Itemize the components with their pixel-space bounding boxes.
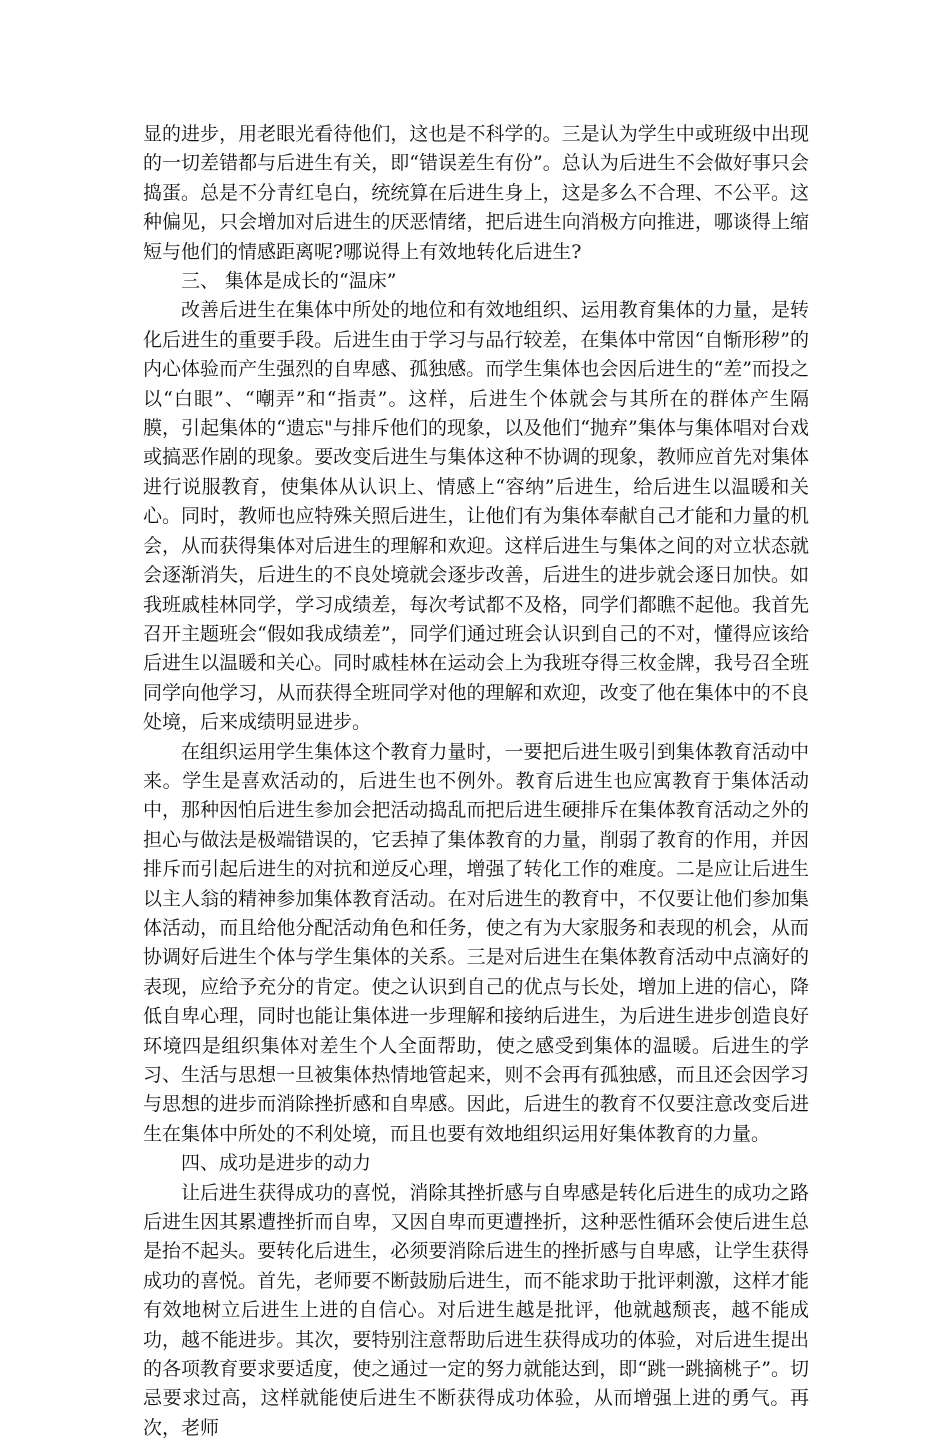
section-heading-3: 三、 集体是成长的“温床” [181,270,397,293]
document-page [143,120,809,1443]
section-heading-4: 四、成功是进步的动力 [181,1152,372,1175]
paragraph-collective-2: 在组织运用学生集体这个教育力量时，一要把后进生吸引到集体教育活动中来。学生是喜欢活动的，后进生也不例外。教育后进生也应寓教育于集体活动中，那种因怕后进生参加会把活动捣乱而把后进生硬排斥在集体教育活动之外的担心与做法是极端错误的，它丢掉了集体教育的力量，削弱了教育的作用，并因排斥而引起后进生的对抗和逆反心理，增强了转化工作的难度。二是应让后进生以主人翁的精神参加集体教育活动。在对后进生的教育中，不仅要让他们参加集体活动，而且给他分配活动角色和任务，使之有为大家服务和表现的机会，从而协调好后进生个体与学生集体的关系。三是对后进生在集体教育活动中点滴好的表现，应给予充分的肯定。使之认识到自己的优点与长处，增加上进的信心，降低自卑心理，同时也能让集体进一步理解和接纳后进生，为后进生进步创造良好环境四是组织集体对差生个人全面帮助，使之感受到集体的温暖。后进生的学习、生活与思想一旦被集体热情地管起来，则不会再有孤独感，而且还会因学习与思想的进步而消除挫折感和自卑感。因此，后进生的教育不仅要注意改变后进生在集体中所处的不利处境，而且也要有效地组织运用好集体教育的力量。 [143,740,809,1145]
paragraph-success-1: 让后进生获得成功的喜悦，消除其挫折感与自卑感是转化后进生的成功之路后进生因其累遭挫折而自卑，又因自卑而更遭挫折，这种恶性循环会使后进生总是抬不起头。要转化后进生，必须要消除后进生的挫折感与自卑感，让学生获得成功的喜悦。首先，老师要不断鼓励后进生，而不能求助于批评刺激，这样才能有效地树立后进生上进的自信心。对后进生越是批评，他就越颓丧，越不能成功，越不能进步。其次，要特别注意帮助后进生获得成功的体验，对后进生提出的各项教育要求要适度，使之通过一定的努力就能达到，即“跳一跳摘桃子”。切忌要求过高，这样就能使后进生不断获得成功体验，从而增强上进的勇气。再次，老师 [143,1181,809,1439]
paragraph-intro-continuation: 显的进步，用老眼光看待他们，这也是不科学的。三是认为学生中或班级中出现的一切差错都与后进生有关，即“错误差生有份”。总认为后进生不会做好事只会捣蛋。总是不分青红皂白，统统算在后进生身上，这是多么不合理、不公平。这种偏见，只会增加对后进生的厌恶情绪，把后进生向消极方向推进，哪谈得上缩短与他们的情感距离呢?哪说得上有效地转化后进生? [143,123,809,263]
paragraph-collective-1: 改善后进生在集体中所处的地位和有效地组织、运用教育集体的力量，是转化后进生的重要手段。后进生由于学习与品行较差，在集体中常因“自惭形秽”的内心体验而产生强烈的自卑感、孤独感。而学生集体也会因后进生的“差”而投之以“白眼”、“嘲弄”和“指责”。这样，后进生个体就会与其所在的群体产生隔膜，引起集体的“遗忘"与排斥他们的现象，以及他们“抛弃”集体与集体唱对台戏或搞恶作剧的现象。要改变后进生与集体这种不协调的现象，教师应首先对集体进行说服教育，使集体从认识上、情感上“容纳”后进生，给后进生以温暖和关心。同时，教师也应特殊关照后进生，让他们有为集体奉献自己才能和力量的机会，从而获得集体对后进生的理解和欢迎。这样后进生与集体之间的对立状态就会逐渐消失，后进生的不良处境就会逐步改善，后进生的进步就会逐日加快。如我班戚桂林同学，学习成绩差，每次考试都不及格，同学们都瞧不起他。我首先召开主题班会“假如我成绩差”，同学们通过班会认识到自己的不对，懂得应该给后进生以温暖和关心。同时戚桂林在运动会上为我班夺得三枚金牌，我号召全班同学向他学习，从而获得全班同学对他的理解和欢迎，改变了他在集体中的不良处境，后来成绩明显进步。 [143,299,809,734]
